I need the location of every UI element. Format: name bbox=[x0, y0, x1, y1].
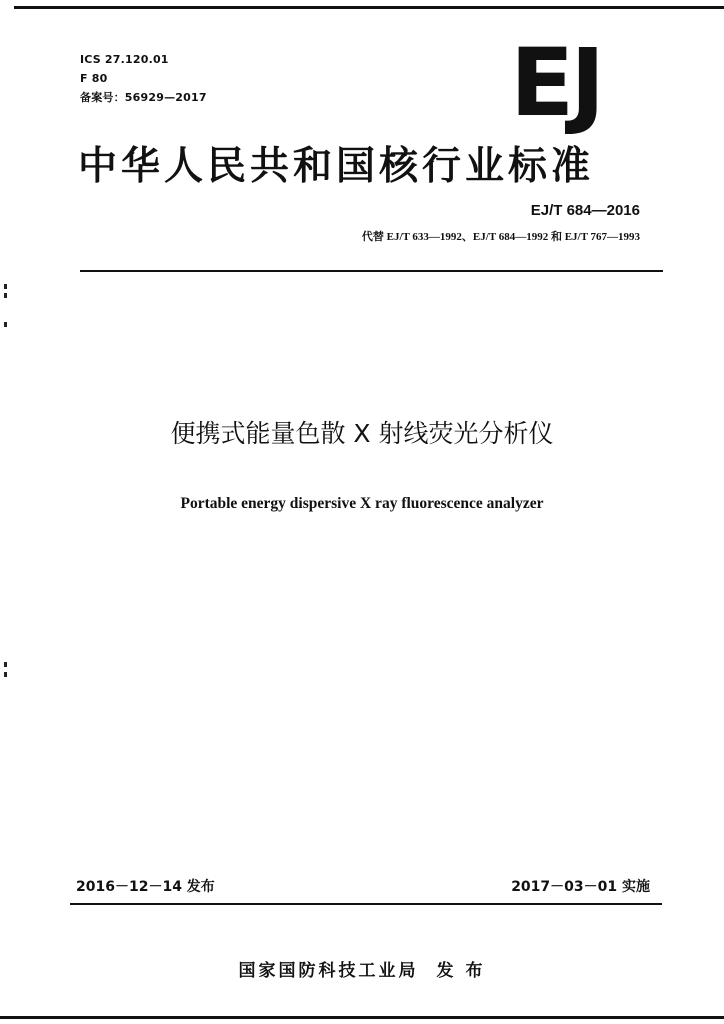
publish-label: 发 布 bbox=[436, 961, 486, 981]
ccs-code: F 80 bbox=[80, 72, 108, 85]
effective-date: 2017－03－01 实施 bbox=[511, 879, 650, 895]
document-title-chinese: 便携式能量色散 X 射线荧光分析仪 bbox=[170, 419, 554, 448]
header-divider bbox=[80, 270, 663, 272]
footer-divider bbox=[70, 903, 662, 905]
issue-date: 2016－12－14 发布 bbox=[76, 879, 215, 895]
record-number: 备案号：56929—2017 bbox=[80, 91, 207, 104]
scan-mark bbox=[4, 672, 7, 677]
standard-category-title: 中华人民共和国核行业标准 bbox=[78, 144, 595, 189]
bottom-border-line bbox=[0, 1016, 724, 1019]
scan-mark bbox=[4, 293, 7, 298]
publisher-line bbox=[0, 956, 724, 981]
replaces-standards: 代替 EJ/T 633—1992、EJ/T 684—1992 和 EJ/T 767—1993 bbox=[361, 231, 640, 243]
scan-mark bbox=[4, 322, 7, 327]
ej-logo: EJ bbox=[510, 29, 602, 138]
scan-mark bbox=[4, 662, 7, 667]
publisher-name: 国家国防科技工业局 bbox=[238, 961, 419, 981]
ics-code: ICS 27.120.01 bbox=[80, 53, 169, 66]
classification-block bbox=[80, 50, 207, 107]
document-title-english: Portable energy dispersive X ray fluorescence analyzer bbox=[180, 495, 544, 512]
scan-mark bbox=[4, 284, 7, 289]
standard-number: EJ/T 684—2016 bbox=[530, 202, 640, 219]
top-border-line bbox=[14, 6, 724, 9]
